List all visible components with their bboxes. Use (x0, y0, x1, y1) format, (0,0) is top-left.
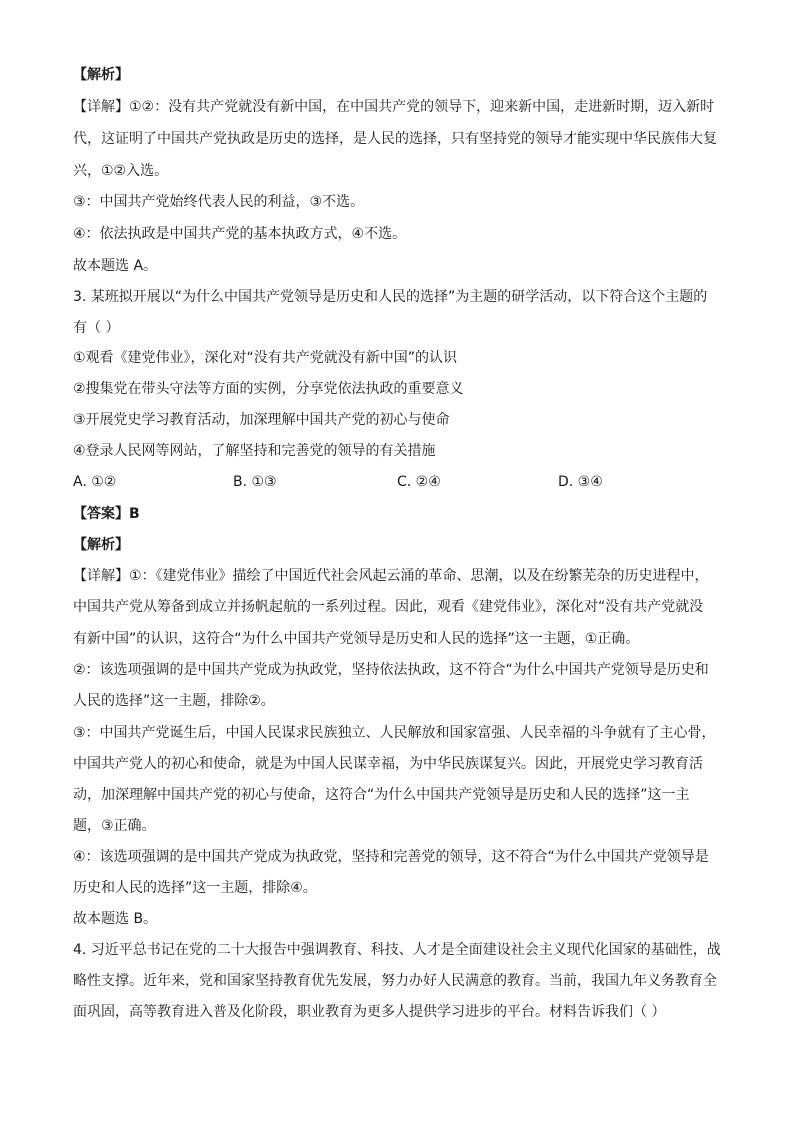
q3-detail-line-3: 有新中国”的认识，这符合“为什么中国共产党领导是历史和人民的选择”这一主题，①正确。 (73, 631, 640, 647)
q3-detail-line-11: 历史和人民的选择”这一主题，排除④。 (73, 880, 317, 896)
q2-detail-line-4: ③：中国共产党始终代表人民的利益，③不选。 (73, 194, 365, 210)
analysis-heading-q2: 【解析】 (73, 67, 129, 83)
q4-stem-line-2: 略性支撑。近年来，党和国家坚持教育优先发展，努力办好人民满意的教育。当前，我国九年义务教育全 (73, 973, 717, 989)
q3-detail-line-9: 题，③正确。 (73, 818, 156, 834)
q3-detail-line-7: 中国共产党人的初心和使命，就是为中国人民谋幸福，为中华民族谋复兴。因此，开展党史学习教育活 (73, 756, 703, 772)
q2-conclusion: 故本题选 A。 (73, 258, 158, 274)
q3-options (73, 472, 723, 492)
q3-detail-line-1: 【详解】①：《建党伟业》描绘了中国近代社会风起云涌的革命、思潮，以及在纷繁芜杂的历史进程中， (73, 568, 709, 584)
option-a: A. ①② (73, 474, 117, 490)
q4-stem-line-3: 面巩固，高等教育进入普及化阶段，职业教育为更多人提供学习进步的平台。材料告诉我们（ ） (73, 1004, 666, 1020)
q3-detail-line-4: ②：该选项强调的是中国共产党成为执政党，坚持依法执政，这不符合“为什么中国共产党领导是历史和 (73, 662, 709, 678)
q2-detail-line-3: 兴，①②入选。 (73, 163, 169, 179)
q3-statement-4: ④登录人民网等网站，了解坚持和完善党的领导的有关措施 (73, 443, 436, 459)
q3-detail-line-2: 中国共产党从筹备到成立并扬帆起航的一系列过程。因此，观看《建党伟业》，深化对“没有共产党就没 (73, 599, 704, 615)
q2-detail-line-2: 代，这证明了中国共产党执政是历史的选择，是人民的选择，只有坚持党的领导才能实现中华民族伟大复 (73, 131, 717, 147)
option-d: D. ③④ (558, 474, 603, 490)
q3-detail-line-8: 动，加深理解中国共产党的初心与使命，这符合“为什么中国共产党领导是历史和人民的选择”这一主 (73, 787, 690, 803)
option-c: C. ②④ (397, 474, 441, 490)
q3-conclusion: 故本题选 B。 (73, 911, 158, 927)
q3-detail-line-5: 人民的选择”这一主题，排除②。 (73, 693, 275, 709)
q4-stem-line-1: 4. 习近平总书记在党的二十大报告中强调教育、科技、人才是全面建设社会主义现代化国家的基础性，战 (73, 942, 721, 958)
q3-statement-3: ③开展党史学习教育活动，加深理解中国共产党的初心与使命 (73, 412, 450, 428)
q3-detail-line-6: ③：中国共产党诞生后，中国人民谋求民族独立、人民解放和国家富强、人民幸福的斗争就有了主心骨， (73, 725, 716, 741)
q3-answer: 【答案】B (73, 506, 140, 522)
analysis-heading-q3: 【解析】 (73, 537, 129, 553)
q2-detail-line-1: 【详解】①②：没有共产党就没有新中国，在中国共产党的领导下，迎来新中国，走进新时期，迈入新时 (73, 99, 715, 115)
q3-statement-2: ②搜集党在带头守法等方面的实例，分享党依法执政的重要意义 (73, 381, 464, 397)
q3-statement-1: ①观看《建党伟业》，深化对“没有共产党就没有新中国”的认识 (73, 350, 458, 366)
q2-detail-line-5: ④：依法执政是中国共产党的基本执政方式，④不选。 (73, 226, 407, 242)
q3-stem-line-2: 有（ ） (73, 320, 120, 336)
q3-stem-line-1: 3. 某班拟开展以“为什么中国共产党领导是历史和人民的选择”为主题的研学活动，以下符合这个主题的 (73, 289, 708, 305)
q3-detail-line-10: ④：该选项强调的是中国共产党成为执政党，坚持和完善党的领导，这不符合“为什么中国共产党领导是 (73, 849, 709, 865)
option-b: B. ①③ (233, 474, 277, 490)
